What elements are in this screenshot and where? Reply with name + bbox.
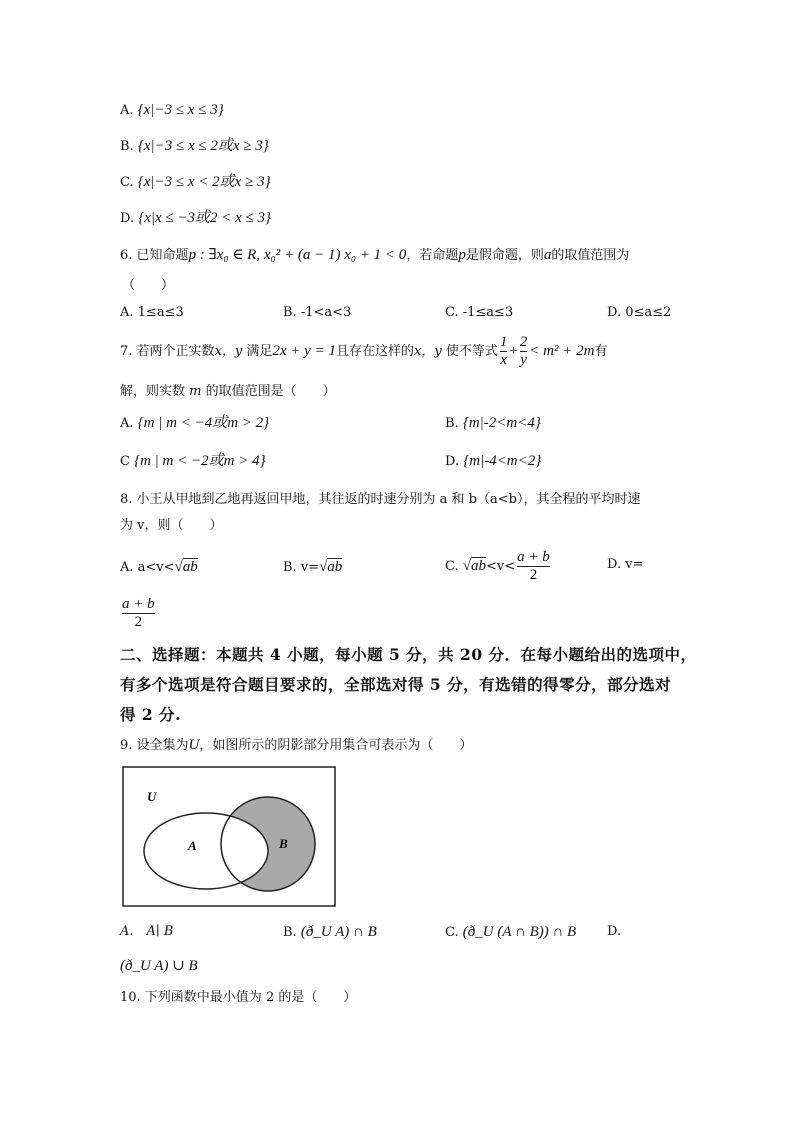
q7-vars: x，y bbox=[413, 344, 442, 359]
option-math: {m | m < −4或m > 2} bbox=[137, 415, 270, 431]
section-heading-line3: 得 2 分. bbox=[120, 705, 181, 724]
numerator: 1 bbox=[499, 334, 508, 350]
q7-stem-line2 bbox=[120, 382, 336, 402]
q7-option-d[interactable] bbox=[445, 451, 541, 472]
q7-text: 若两个正实数 bbox=[136, 344, 215, 359]
sqrt-radicand: ab bbox=[327, 559, 343, 575]
q5-option-b[interactable] bbox=[120, 136, 269, 157]
option-label: B. bbox=[120, 139, 134, 154]
q6-text: 已知命题 bbox=[136, 248, 189, 263]
q7-text: 使不等式 bbox=[445, 344, 498, 359]
option-math: {m|-4<m<2} bbox=[463, 453, 542, 469]
option-label: C bbox=[120, 454, 130, 469]
q7-text: 的取值范围是（ ） bbox=[205, 384, 336, 399]
sqrt-radicand: ab bbox=[471, 558, 486, 574]
option-label: B. bbox=[445, 416, 459, 431]
option-label: C. bbox=[120, 175, 134, 190]
option-math: {x|−3 ≤ x ≤ 3} bbox=[137, 102, 224, 118]
q7-vars: x，y bbox=[214, 344, 243, 359]
q9-option-d-value bbox=[120, 956, 198, 977]
answer-paren: （ ） bbox=[122, 278, 175, 293]
denominator: 2 bbox=[122, 613, 155, 631]
option-text: B. v= bbox=[283, 560, 320, 575]
q6-text: 的取值范围为 bbox=[551, 248, 630, 263]
q7-text: 且存在这样的 bbox=[335, 344, 414, 359]
venn-label-a: A bbox=[188, 838, 197, 853]
question-number: 6. bbox=[120, 248, 133, 263]
q5-option-d[interactable] bbox=[120, 208, 271, 229]
q6-option-d[interactable]: D. 0≤a≤2 bbox=[607, 305, 672, 320]
q9-option-c[interactable] bbox=[445, 922, 576, 943]
q6-formula: p : ∃x₀ ∈ R, x₀² + (a − 1) x₀ + 1 < 0 bbox=[188, 247, 407, 263]
q6-option-c[interactable]: C. -1≤a≤3 bbox=[445, 305, 514, 320]
q9-option-a[interactable] bbox=[120, 922, 173, 942]
q6-var-p: p bbox=[458, 247, 466, 263]
option-text: <v< bbox=[486, 559, 516, 574]
numerator: a + b bbox=[122, 596, 155, 612]
option-math: {m | m < −2或m > 4} bbox=[134, 453, 266, 469]
section-heading-line1: 二、选择题：本题共 4 小题，每小题 5 分，共 20 分．在每小题给出的选项中， bbox=[120, 645, 697, 664]
section-heading-line2: 有多个选项是符合题目要求的，全部选对得 5 分，有选错的得零分，部分选对 bbox=[120, 675, 672, 694]
q10-stem: 10. 下列函数中最小值为 2 的是（ ） bbox=[120, 990, 357, 1005]
option-text: A. A∣ B bbox=[120, 924, 174, 939]
plus-sign: + bbox=[509, 343, 518, 359]
option-label: C. bbox=[445, 559, 459, 574]
q9-text: ，如图所示的阴影部分用集合可表示为（ ） bbox=[199, 738, 473, 753]
q6-option-b[interactable]: B. -1<a<3 bbox=[283, 305, 352, 320]
q7-condition: 2x + y = 1 bbox=[272, 343, 336, 359]
sqrt-symbol: √ bbox=[319, 559, 328, 575]
q8-option-c[interactable] bbox=[445, 548, 552, 585]
q7-text: 有 bbox=[594, 344, 608, 359]
option-label: D. bbox=[445, 454, 460, 469]
denominator: 2 bbox=[517, 566, 550, 584]
q7-inequality: < m² + 2m bbox=[529, 343, 595, 359]
q9-text: 9. 设全集为 bbox=[120, 738, 189, 753]
q9-var-u: U bbox=[188, 737, 200, 753]
q8-option-b[interactable] bbox=[283, 555, 342, 580]
q6-text: 是假命题，则 bbox=[465, 248, 544, 263]
option-math: (ð_U (A ∩ B)) ∩ B bbox=[462, 924, 577, 940]
q7-option-b[interactable] bbox=[445, 413, 541, 434]
q7-option-c[interactable] bbox=[120, 451, 266, 472]
q7-text: 解，则实数 bbox=[120, 384, 186, 399]
q8-option-d-value bbox=[120, 596, 157, 632]
q9-option-d[interactable]: D. bbox=[607, 924, 622, 939]
set-a-ellipse bbox=[144, 813, 268, 889]
denominator: y bbox=[520, 352, 527, 368]
option-label: A. bbox=[120, 103, 134, 118]
q6-stem bbox=[120, 245, 629, 266]
fraction bbox=[122, 596, 155, 631]
fraction bbox=[520, 334, 528, 369]
q9-stem bbox=[120, 735, 472, 756]
fraction bbox=[517, 549, 550, 584]
q8-stem-line2: 为 v，则（ ） bbox=[120, 518, 223, 533]
option-label: A. bbox=[120, 416, 134, 431]
q8-stem: 8. 小王从甲地到乙地再返回甲地，其往返的时速分别为 a 和 b（a<b），其全程的平均时速 bbox=[120, 492, 641, 507]
sqrt-symbol: √ bbox=[462, 558, 471, 574]
fraction bbox=[500, 334, 508, 369]
q6-option-a[interactable]: A. 1≤a≤3 bbox=[120, 305, 184, 320]
option-label: C. bbox=[445, 925, 459, 940]
numerator: a + b bbox=[517, 549, 550, 565]
sqrt-radicand: ab bbox=[182, 559, 198, 575]
q5-option-c[interactable] bbox=[120, 172, 271, 193]
q8-option-d[interactable]: D. v= bbox=[607, 557, 644, 572]
q8-option-a[interactable] bbox=[120, 555, 198, 580]
question-number: 7. bbox=[120, 344, 133, 359]
venn-diagram bbox=[122, 766, 338, 908]
q7-stem bbox=[120, 333, 607, 370]
option-math: {m|-2<m<4} bbox=[462, 415, 541, 431]
option-math: (ð_U A) ∪ B bbox=[120, 958, 198, 974]
option-math: {x|x ≤ −3或2 < x ≤ 3} bbox=[138, 210, 272, 226]
option-math: {x|−3 ≤ x ≤ 2或x ≥ 3} bbox=[137, 138, 269, 154]
q7-text: 满足 bbox=[246, 344, 273, 359]
option-label: D. bbox=[120, 211, 135, 226]
venn-label-b: B bbox=[279, 836, 288, 851]
option-math: {x|−3 ≤ x < 2或x ≥ 3} bbox=[137, 174, 271, 190]
q6-text: ，若命题 bbox=[406, 248, 459, 263]
denominator: x bbox=[500, 352, 507, 368]
numerator: 2 bbox=[519, 334, 528, 350]
venn-label-u: U bbox=[147, 789, 157, 804]
q9-option-b[interactable] bbox=[283, 922, 377, 943]
option-label: B. bbox=[283, 925, 297, 940]
q6-var-a: a bbox=[543, 247, 552, 263]
q7-option-a[interactable] bbox=[120, 413, 269, 434]
sqrt-symbol: √ bbox=[174, 559, 183, 575]
option-text: A. a<v< bbox=[120, 560, 175, 575]
option-math: (ð_U A) ∩ B bbox=[300, 924, 377, 940]
q7-var-m: m bbox=[189, 384, 202, 399]
q5-option-a[interactable] bbox=[120, 100, 224, 121]
